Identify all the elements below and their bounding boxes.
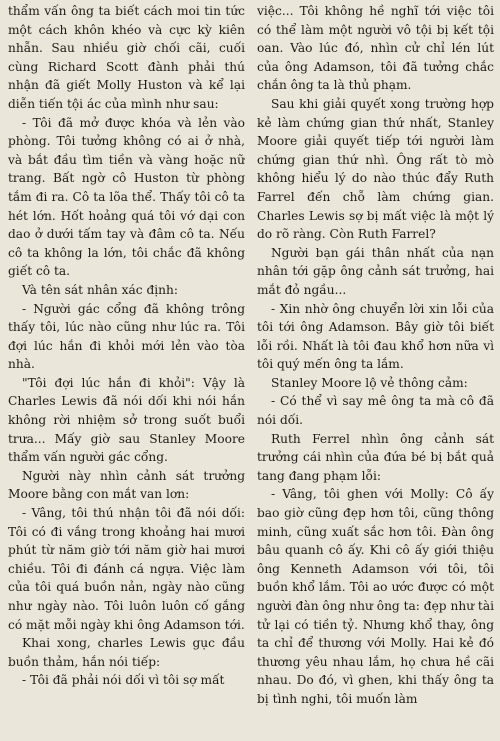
paragraph: Người bạn gái thân nhất của nạn nhân tới gặp ông cảnh sát trưởng, hai mắt đỏ ngầu... (257, 245, 494, 297)
paragraph: Stanley Moore lộ vẻ thông cảm: (271, 375, 468, 390)
paragraph: - Tôi đã phải nói dối vì tôi sợ mất (22, 673, 225, 688)
paragraph: - Người gác cổng đã không trông thấy tôi, lúc nào cũng như lúc ra. Tôi đợi lúc hắn đi khỏi mới lẻn vào tòa nhà. (8, 301, 245, 372)
paragraph: thẩm vấn ông ta biết cách moi tin tức một cách khôn khéo và cực kỳ kiên nhẫn. Sau nhiều giờ chối cãi, cuối cùng Richard Scott đành phải thú nhận đã giết Molly Huston và kể lại diễn tiến tội ác của mình như sau: (8, 4, 245, 111)
paragraph: - Vâng, tôi thú nhận tôi đã nói dối: Tôi có đi vắng trong khoảng hai mươi phút từ năm giờ tới năm giờ hai mươi chiều. Tôi đi đánh cá ngựa. Việc làm của tôi quá buồn nản, ngày nào cũng như ngày nào. Tôi luôn luôn cố gắng có mặt mỗi ngày khi ông Adamson tới. (8, 506, 245, 632)
paragraph: "Tôi đợi lúc hắn đi khỏi": Vậy là Charles Lewis đã nói dối khi nói hắn không rời nhiệm sở trong suốt buổi trưa... Mấy giờ sau Stanley Moore thẩm vấn người gác cổng. (8, 375, 245, 465)
paragraph: - Có thể vì say mê ông ta mà cô đã nói dối. (257, 394, 494, 428)
text-column-right (257, 2, 494, 741)
paragraph: - Vâng, tôi ghen với Molly: Cô ấy bao giờ cũng đẹp hơn tôi, cũng thông minh, cũng xuất sắc hơn tôi. Đàn ông bâu quanh cô ấy. Khi cô ấy giới thiệu ông Kenneth Adamson với tôi, tôi buồn khổ lắm. Tôi ao ước được có một người đàn ông như ông ta: đẹp như tài tử lại có tiền tỷ. Nhưng khổ thay, ông ta chỉ để thương với Molly. Hai kẻ đó thương yêu nhau lắm, họ chưa hề cãi nhau. Do đó, vì ghen, khi thấy ông ta bị tình nghi, tôi muốn làm (257, 487, 494, 706)
paragraph: Người này nhìn cảnh sát trưởng Moore bằng con mắt van lơn: (8, 468, 245, 502)
paragraph: việc... Tôi không hề nghĩ tới việc tôi có thể làm một người vô tội bị kết tội oan. Vào lúc đó, nhìn cử chỉ lén lút của ông Adamson, tôi đã tưởng chắc chắn ông ta là thủ phạm. (257, 4, 494, 93)
text-column-left (8, 2, 245, 741)
paragraph: Ruth Ferrel nhìn ông cảnh sát trưởng cái nhìn của đứa bé bị bắt quả tang đang phạm lỗi: (257, 431, 494, 483)
paragraph: Khai xong, charles Lewis gục đầu buồn thảm, hắn nói tiếp: (8, 636, 245, 669)
paragraph: - Xin nhờ ông chuyển lời xin lỗi của tôi tới ông Adamson. Bây giờ tôi biết lỗi rồi. Nhất là tôi đau khổ hơn nữa vì tôi quý mến ông ta lắm. (257, 301, 494, 372)
paragraph: Và tên sát nhân xác định: (22, 282, 178, 297)
paragraph: - Tôi đã mở được khóa và lẻn vào phòng. Tôi tưởng không có ai ở nhà, và bắt đầu tìm tiền và vàng hoặc nữ trang. Bất ngờ cô Huston từ phòng tắm đi ra. Cô ta lõa thể. Thấy tôi cô ta hét lớn. Hốt hoảng quá tôi vớ dại con dao ở dưới tấm tay và đâm cô ta. Nếu cô ta không la lớn, tôi chắc đã không giết cô ta. (8, 115, 245, 279)
paragraph: Sau khi giải quyết xong trường hợp kẻ làm chứng gian thứ nhất, Stanley Moore giải quyết tiếp tới người làm chứng gian thứ nhì. Ông rất tò mò không hiểu lý do nào thúc đẩy Ruth Farrel đến chỗ làm chứng gian. Charles Lewis sợ bị mất việc là một lý do rõ ràng. Còn Ruth Farrel? (257, 96, 494, 242)
